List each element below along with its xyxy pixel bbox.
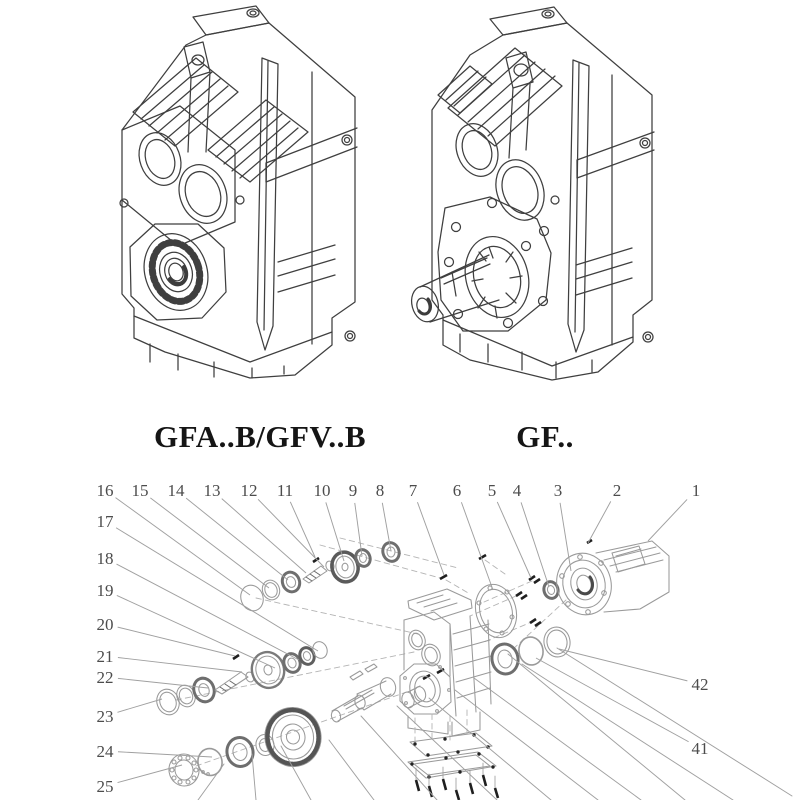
cutoff-leader-line-12 xyxy=(557,648,792,796)
cutoff-leader-line-9 xyxy=(474,678,641,800)
callout-number-23: 23 xyxy=(96,707,114,726)
leader-line-4 xyxy=(521,502,549,587)
gasket-and-bolts xyxy=(408,710,498,800)
key xyxy=(365,664,377,672)
housing xyxy=(400,589,491,736)
output-shaft-assembly xyxy=(166,664,444,788)
side-column xyxy=(257,58,357,350)
leader-line-7 xyxy=(417,502,444,575)
leader-line-11 xyxy=(290,502,315,557)
leader-line-42 xyxy=(559,649,687,681)
coupling-sleeve xyxy=(400,685,427,709)
key xyxy=(350,671,363,680)
cooling-ribs xyxy=(438,48,562,146)
pinion-shaft xyxy=(303,566,327,583)
screw xyxy=(479,555,486,559)
callout-number-12: 12 xyxy=(240,481,258,500)
callout-number-15: 15 xyxy=(131,481,149,500)
leader-line-41 xyxy=(536,658,689,742)
leader-line-1 xyxy=(648,499,687,541)
cutoff-leader-line-7 xyxy=(429,698,551,800)
callout-number-20: 20 xyxy=(96,615,114,634)
callout-number-25: 25 xyxy=(96,777,114,796)
cooling-ribs-left xyxy=(133,58,238,146)
callout-number-2: 2 xyxy=(612,481,622,500)
intermediate-gear xyxy=(248,648,288,691)
callout-number-10: 10 xyxy=(313,481,331,500)
leader-line-15 xyxy=(150,498,269,588)
cutoff-leader-line-5 xyxy=(361,716,437,800)
callout-number-13: 13 xyxy=(203,481,221,500)
leader-line-16 xyxy=(116,498,250,595)
leader-line-9 xyxy=(355,503,362,556)
callout-number-21: 21 xyxy=(96,647,114,666)
filler-plug-hole xyxy=(545,12,551,16)
callout-number-1: 1 xyxy=(691,481,701,500)
filler-plug xyxy=(247,9,259,17)
cutoff-leader-line-1 xyxy=(198,764,224,800)
leader-line-10 xyxy=(326,502,344,561)
filler-plug xyxy=(542,10,554,18)
callout-number-42: 42 xyxy=(691,675,709,694)
bearing xyxy=(280,570,303,595)
leader-line-18 xyxy=(117,564,299,660)
housing-bolts xyxy=(416,763,498,800)
output-bearing-boss xyxy=(130,224,226,320)
callout-number-4: 4 xyxy=(512,481,522,500)
gearbox-left-drawing xyxy=(120,6,357,378)
cutoff-leader-line-6 xyxy=(397,706,497,800)
callout-number-9: 9 xyxy=(348,481,358,500)
leader-line-3 xyxy=(560,503,571,571)
adapter-parts xyxy=(440,555,572,676)
cutoff-leader-line-2 xyxy=(252,754,256,800)
assembly-axis-lines xyxy=(176,538,566,766)
leader-line-2 xyxy=(588,501,611,543)
callout-number-7: 7 xyxy=(408,481,418,500)
leader-line-14 xyxy=(186,498,288,580)
callout-number-5: 5 xyxy=(487,481,497,500)
terminal-box xyxy=(612,546,645,572)
callout-number-6: 6 xyxy=(452,481,462,500)
input-bores xyxy=(120,106,244,246)
callout-number-14: 14 xyxy=(167,481,185,500)
callout-number-17: 17 xyxy=(96,512,114,531)
intermediate-shaft-assembly xyxy=(153,640,329,718)
pinion-shaft xyxy=(215,672,248,694)
callout-number-8: 8 xyxy=(375,481,385,500)
input-bores xyxy=(449,118,559,227)
callout-number-3: 3 xyxy=(553,481,563,500)
end-cap xyxy=(153,686,183,718)
model-label-left: GFA..B/GFV..B xyxy=(153,419,367,454)
callout-number-41: 41 xyxy=(691,739,709,758)
exploded-parts-diagram xyxy=(153,538,792,800)
leader-line-12 xyxy=(258,499,324,567)
ball-bearing xyxy=(166,752,201,789)
mounting-base xyxy=(443,320,633,378)
leader-line-6 xyxy=(461,502,493,590)
callout-number-24: 24 xyxy=(96,742,114,761)
cutoff-leader-line-8 xyxy=(455,690,598,800)
callout-number-11: 11 xyxy=(276,481,294,500)
filler-plug-hole xyxy=(250,11,256,15)
cutoff-leader-line-10 xyxy=(508,654,685,800)
output-flange-face xyxy=(438,197,551,331)
cutoff-leader-line-4 xyxy=(329,740,374,800)
callout-number-18: 18 xyxy=(96,549,114,568)
output-shaft xyxy=(330,676,398,723)
model-label-right: GF.. xyxy=(516,419,574,454)
leader-line-24 xyxy=(118,752,212,757)
snap-ring xyxy=(196,747,224,778)
output-shaft xyxy=(408,229,538,324)
leader-line-5 xyxy=(497,502,531,578)
callout-number-19: 19 xyxy=(96,581,114,600)
leader-line-23 xyxy=(117,699,162,712)
top-plate xyxy=(490,7,567,35)
callout-layer xyxy=(97,481,709,796)
callout-number-16: 16 xyxy=(96,481,114,500)
leader-line-21 xyxy=(118,658,242,672)
gearbox-right-drawing xyxy=(408,7,654,380)
callout-number-22: 22 xyxy=(96,668,114,687)
screw xyxy=(440,575,447,579)
snap-ring xyxy=(517,635,545,667)
housing-silhouette xyxy=(432,23,652,380)
bearing xyxy=(225,735,256,768)
input-shaft-assembly xyxy=(237,540,402,614)
flange-screws xyxy=(516,576,541,626)
bearing xyxy=(380,540,402,563)
